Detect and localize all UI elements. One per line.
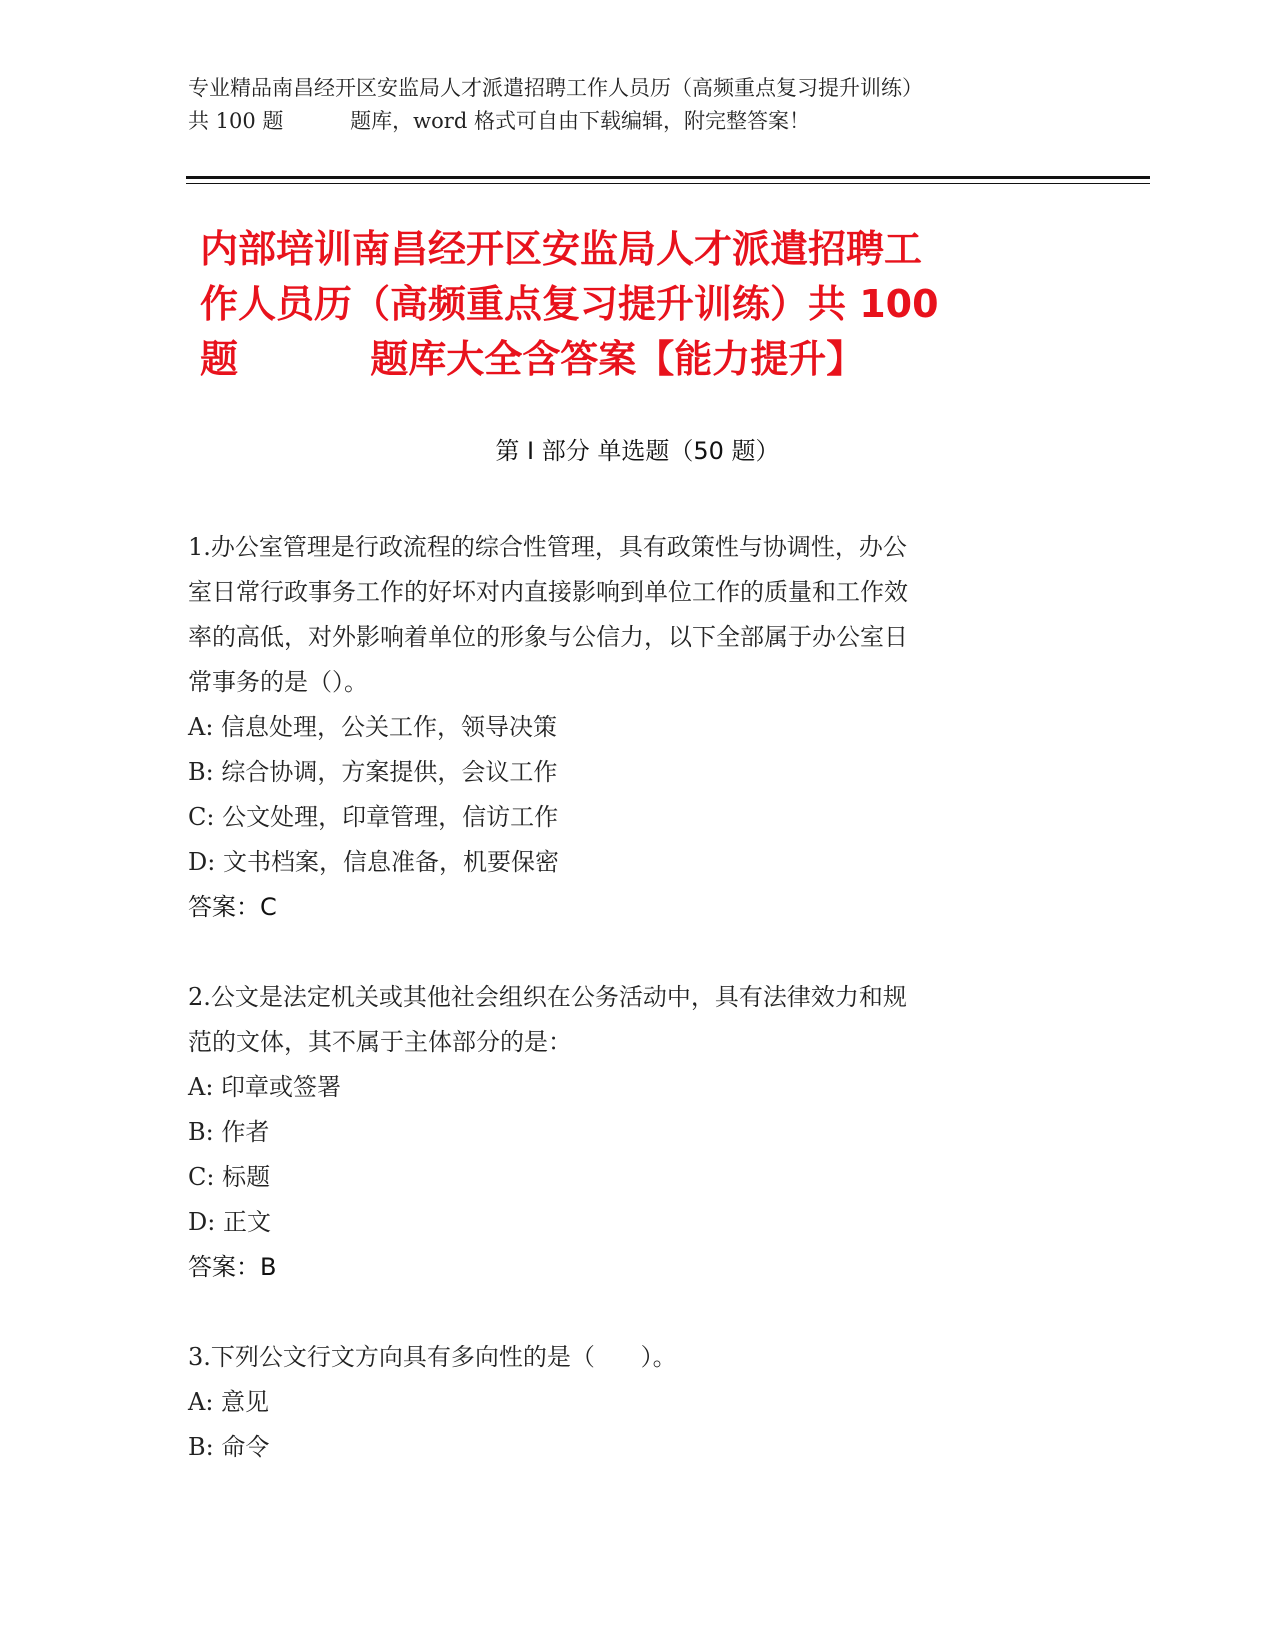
- question-2-stem: [188, 975, 1068, 1065]
- question-stem-line: 2.公文是法定机关或其他社会组织在公务活动中，具有法律效力和规: [188, 983, 907, 1011]
- question-1-option-b: B: 综合协调，方案提供，会议工作: [188, 758, 558, 786]
- section-title: 第 I 部分 单选题（50 题）: [495, 437, 780, 465]
- question-spacer: [188, 1290, 1068, 1335]
- question-2-option-d: D: 正文: [188, 1208, 271, 1236]
- question-stem-line: 范的文体，其不属于主体部分的是：: [188, 1028, 572, 1056]
- question-list: [188, 525, 1068, 1470]
- question-1: [188, 525, 1068, 930]
- question-stem-line: 常事务的是（）。: [188, 668, 368, 696]
- page-header: [188, 72, 1088, 138]
- header-line-2: 共 100 题 题库，word 格式可自由下载编辑，附完整答案！: [188, 109, 810, 133]
- question-2: [188, 975, 1068, 1290]
- question-stem-line: 室日常行政事务工作的好坏对内直接影响到单位工作的质量和工作效: [188, 578, 908, 606]
- title-line-3: 题 题库大全含答案【能力提升】: [200, 337, 865, 381]
- question-1-answer: 答案：C: [188, 893, 277, 921]
- title-line-1: 内部培训南昌经开区安监局人才派遣招聘工: [200, 227, 923, 271]
- header-line-1: 专业精品南昌经开区安监局人才派遣招聘工作人员历（高频重点复习提升训练）: [188, 76, 923, 100]
- header-divider-thin: [186, 183, 1150, 184]
- question-3-option-a: A: 意见: [188, 1388, 270, 1416]
- question-1-stem: [188, 525, 1068, 705]
- question-stem-line: 1.办公室管理是行政流程的综合性管理，具有政策性与协调性，办公: [188, 533, 907, 561]
- question-2-option-a: A: 印章或签署: [188, 1073, 342, 1101]
- question-stem-line: 3.下列公文行文方向具有多向性的是（ ）。: [188, 1343, 677, 1371]
- title-line-2: 作人员历（高频重点复习提升训练）共 100: [200, 282, 939, 326]
- question-1-option-d: D: 文书档案，信息准备，机要保密: [188, 848, 559, 876]
- question-3-option-b: B: 命令: [188, 1433, 270, 1461]
- question-1-option-c: C: 公文处理，印章管理，信访工作: [188, 803, 559, 831]
- header-divider-thick: [186, 176, 1150, 179]
- document-title: [200, 222, 1080, 387]
- question-2-option-c: C: 标题: [188, 1163, 271, 1191]
- question-3-stem: [188, 1335, 1068, 1380]
- question-3: [188, 1335, 1068, 1470]
- question-2-option-b: B: 作者: [188, 1118, 270, 1146]
- question-2-answer: 答案：B: [188, 1253, 277, 1281]
- question-spacer: [188, 930, 1068, 975]
- question-1-option-a: A: 信息处理，公关工作，领导决策: [188, 713, 558, 741]
- question-stem-line: 率的高低，对外影响着单位的形象与公信力，以下全部属于办公室日: [188, 623, 908, 651]
